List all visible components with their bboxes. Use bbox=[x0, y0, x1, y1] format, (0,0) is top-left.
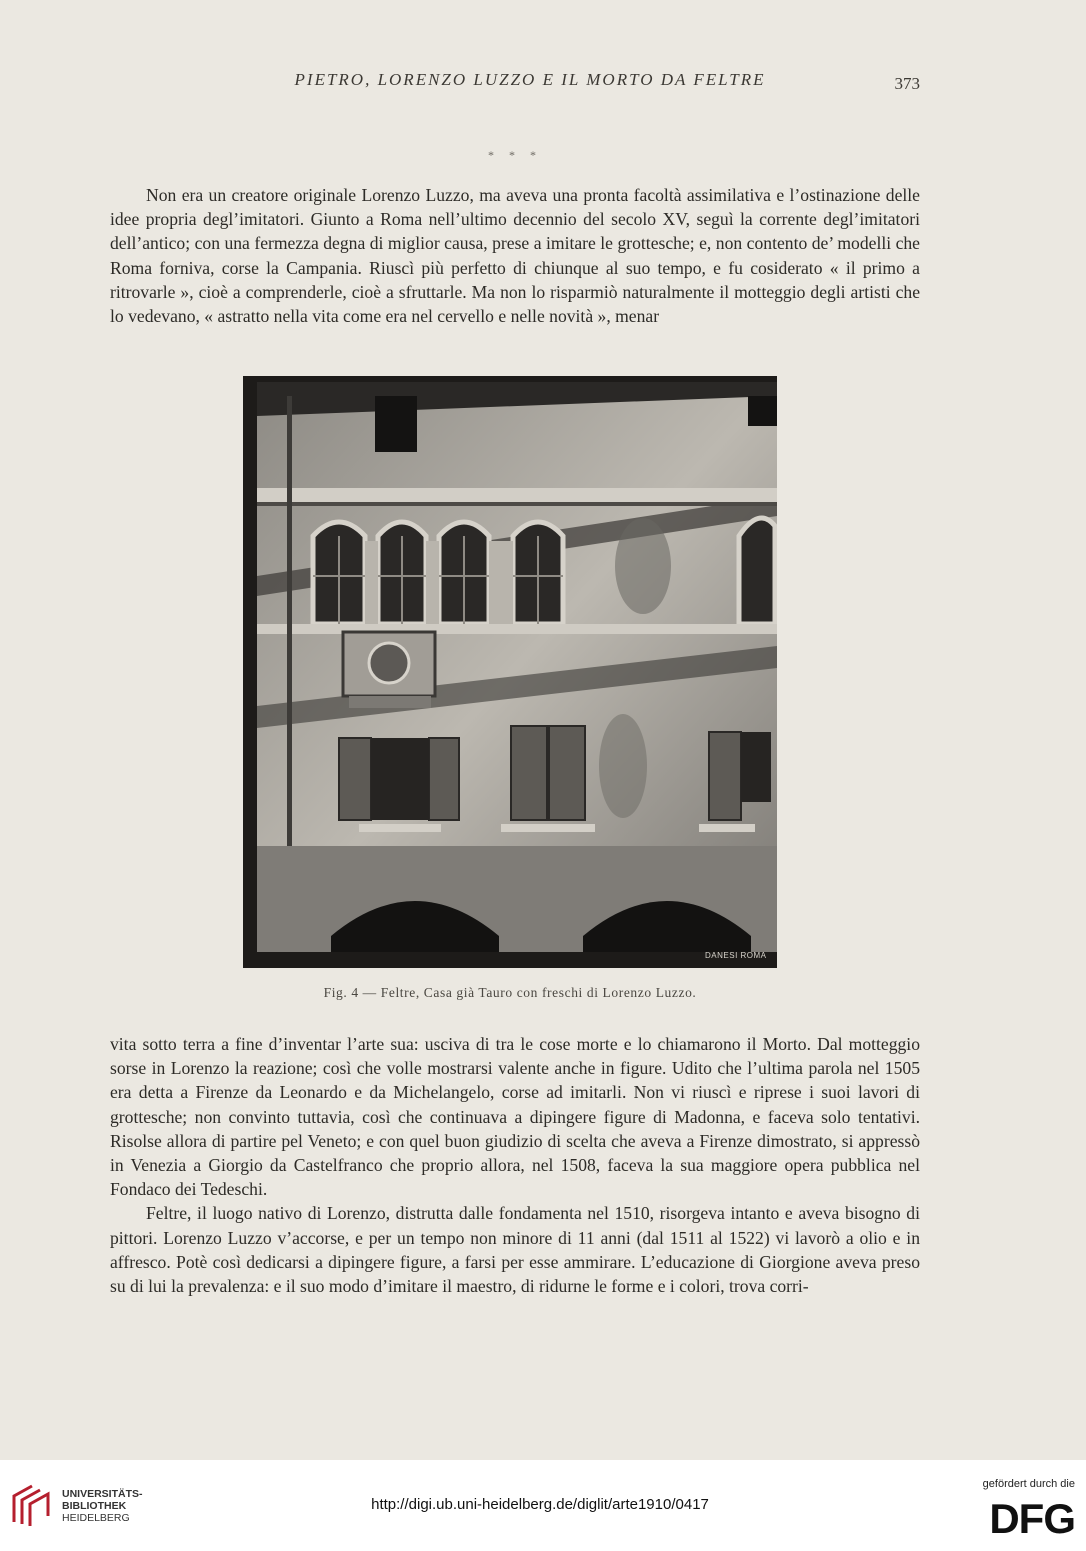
university-library-logo-icon bbox=[10, 1482, 56, 1528]
digitization-footer bbox=[0, 1460, 1086, 1551]
funding-note: gefördert durch die bbox=[982, 1478, 1075, 1490]
permalink-url[interactable]: http://digi.ub.uni-heidelberg.de/diglit/arte1910/0417 bbox=[371, 1496, 709, 1513]
paragraph: Feltre, il luogo nativo di Lorenzo, distrutta dalle fondamenta nel 1510, risorgeva intanto e aveva bisogno di pittori. Lorenzo Luzzo v’accorse, e per un tempo non minore di 11 anni (dal 1511 al 1522) vi lavorò a olio e in affresco. Potè così dedicarsi a dipingere figure, a farsi per esse ammirare. L’educazione di Giorgione aveva preso su di lui la prevalenza: e il suo modo d’imitare il maestro, di ridurne le forme e i colori, trova corri- bbox=[110, 1203, 920, 1297]
body-text-top bbox=[110, 183, 920, 328]
building-photograph bbox=[243, 376, 777, 968]
body-text-bottom bbox=[110, 1032, 920, 1298]
photo-credit: DANESI ROMA bbox=[705, 951, 767, 960]
library-name-line: HEIDELBERG bbox=[62, 1512, 130, 1524]
section-break: * * * bbox=[488, 148, 542, 162]
figure-caption: Fig. 4 — Feltre, Casa già Tauro con freschi di Lorenzo Luzzo. bbox=[323, 985, 697, 1000]
library-name-line: BIBLIOTHEK bbox=[62, 1500, 127, 1512]
paragraph-continued: vita sotto terra a fine d’inventar l’arte sua: usciva di tra le cose morte e lo chiamarono il Morto. Dal motteggio sorse in Lorenzo la reazione; così che volle mostrarsi valente anche in figure. Udito che l’ultima parola nel 1505 era detta a Firenze da Leonardo e da Michelangelo, corse ad imitarli. Non vi riuscì e riprese i suoi lavori di grottesche; non convinto tuttavia, così che continuava a dipingere figure di Madonna, e faceva solo tentativi. Risolse allora di partire pel Veneto; e con quel buon giudizio di scelta che aveva a Firenze dimostrato, si appressò in Venezia a Giorgio da Castelfranco che proprio allora, nel 1508, faceva la sua maggiore opera pubblica nel Fondaco dei Tedeschi. bbox=[110, 1034, 920, 1200]
page-number: 373 bbox=[894, 74, 920, 93]
paragraph: Non era un creatore originale Lorenzo Luzzo, ma aveva una pronta facoltà assimilativa e l’ostinazione delle idee propria degl’imitatori. Giunto a Roma nell’ultimo decennio del secolo XV, seguì la corrente degl’imitatori dell’antico; con una fermezza degna di miglior causa, prese a imitare le grottesche; e, non contento de’ modelli che Roma forniva, corse la Campania. Riuscì più perfetto di chiunque al suo tempo, e fu cosiderato « il primo a ritrovarle », cioè a comprenderle, cioè a sfruttarle. Ma non lo risparmiò naturalmente il motteggio degli artisti che lo vedevano, « astratto nella vita come era nel cervello e nelle novità », menar bbox=[110, 185, 920, 327]
dfg-logo: DFG bbox=[989, 1495, 1075, 1542]
running-title: PIETRO, LORENZO LUZZO E IL MORTO DA FELTRE bbox=[294, 70, 766, 89]
facade-illustration bbox=[243, 376, 777, 968]
library-name-line: UNIVERSITÄTS- bbox=[62, 1488, 143, 1500]
library-name bbox=[62, 1488, 143, 1524]
